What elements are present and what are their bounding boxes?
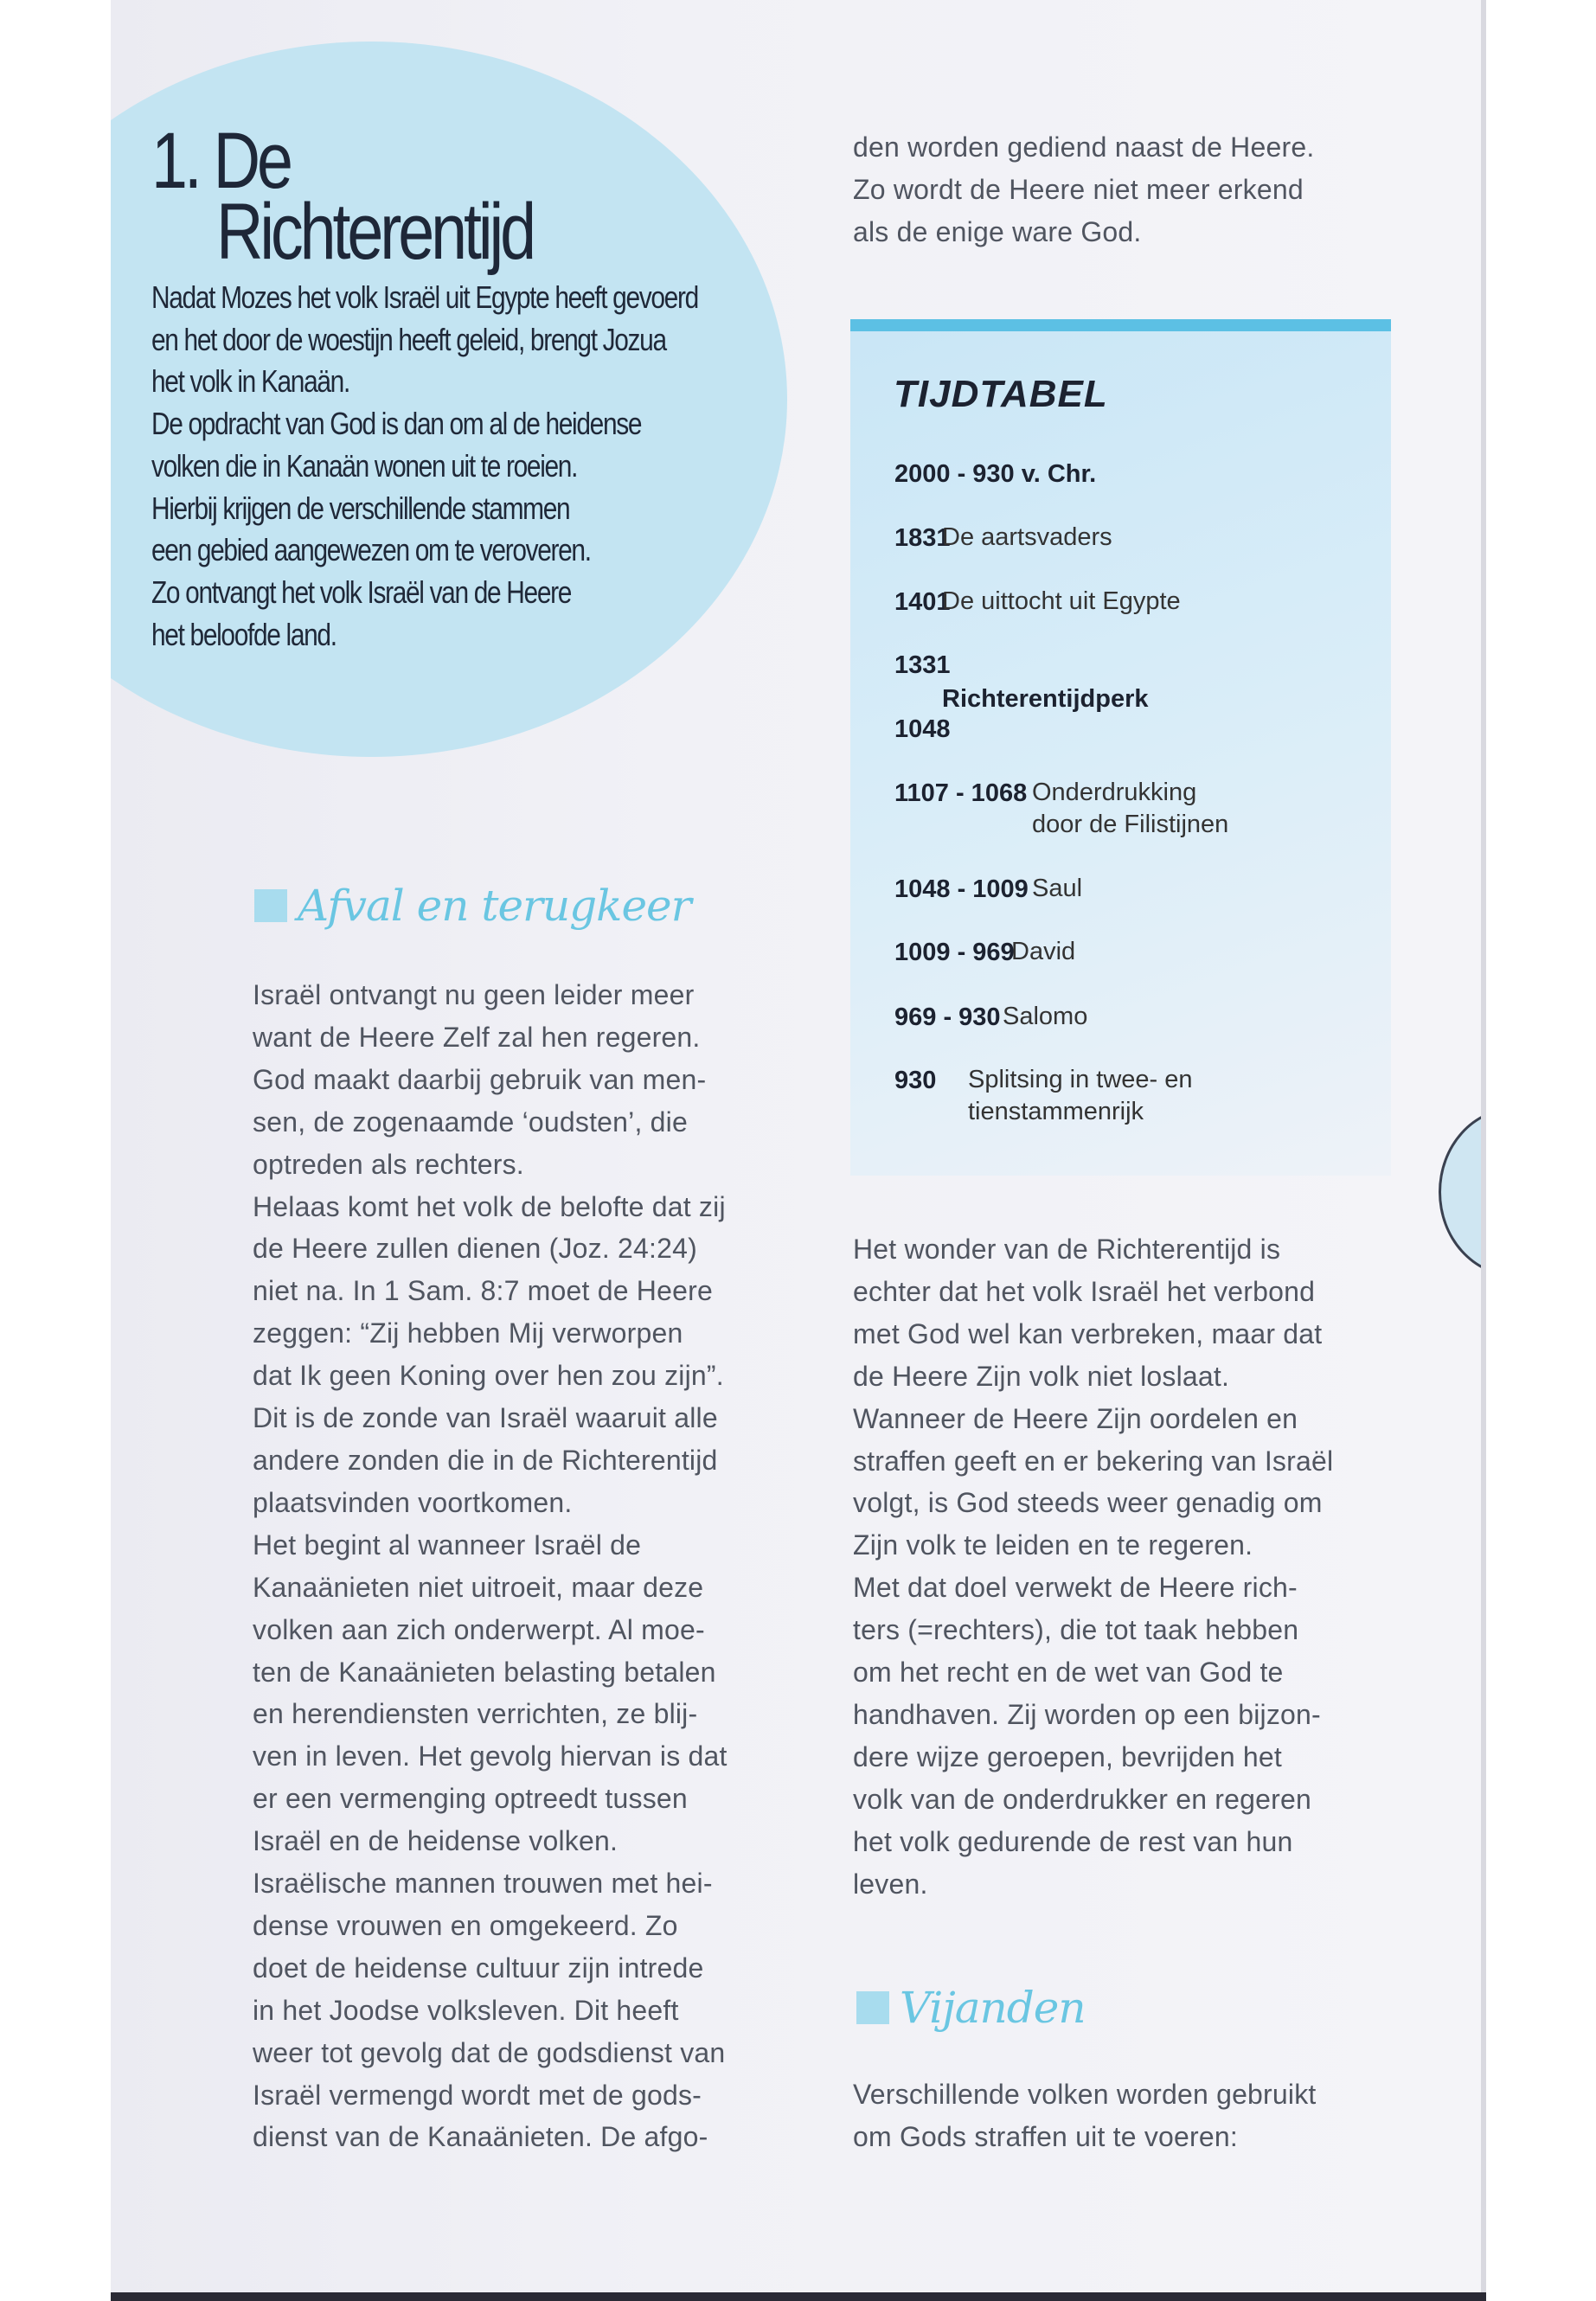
text-line: ven in leven. Het gevolg hiervan is dat bbox=[253, 1740, 727, 1772]
text-line: Wanneer de Heere Zijn oordelen en bbox=[853, 1402, 1298, 1434]
text-line: plaatsvinden voortkomen. bbox=[253, 1486, 573, 1518]
text-line: om Gods straffen uit te voeren: bbox=[853, 2120, 1238, 2152]
text-line: de Heere zullen dienen (Joz. 24:24) bbox=[253, 1233, 697, 1265]
event-line: Richterentijdperk bbox=[942, 685, 1149, 713]
text-line: er een vermenging optreedt tussen bbox=[253, 1783, 688, 1815]
text-line: en herendiensten verrichten, ze blij- bbox=[253, 1698, 698, 1730]
text-line: volk van de onderdrukker en regeren bbox=[853, 1783, 1311, 1815]
event-line: De aartsvaders bbox=[942, 523, 1112, 551]
text-line: handhaven. Zij worden op een bijzon- bbox=[853, 1698, 1321, 1730]
text-line: den worden gediend naast de Heere. bbox=[853, 131, 1315, 163]
text-line: optreden als rechters. bbox=[253, 1148, 524, 1180]
event-line: door de Filistijnen bbox=[1032, 811, 1229, 838]
timetable-years: 1009 - 969 bbox=[894, 939, 1015, 966]
text-line: dere wijze geroepen, bevrijden het bbox=[853, 1740, 1283, 1772]
text-line: in het Joodse volksleven. Dit heeft bbox=[253, 1994, 679, 2026]
event-line: David bbox=[1011, 938, 1076, 965]
book-page bbox=[111, 0, 1486, 2294]
text-line: Kanaänieten niet uitroeit, maar deze bbox=[253, 1571, 704, 1603]
timetable-event bbox=[942, 683, 1149, 715]
section-heading-vijanden bbox=[856, 1983, 1086, 2033]
text-line: weer tot gevolg dat de godsdienst van bbox=[253, 2036, 726, 2068]
timetable-event bbox=[968, 1064, 1193, 1128]
text-line: met God wel kan verbreken, maar dat bbox=[853, 1317, 1323, 1349]
text-line: want de Heere Zelf zal hen regeren. bbox=[253, 1021, 701, 1053]
text-line: Zo wordt de Heere niet meer erkend bbox=[853, 173, 1304, 205]
timetable-box bbox=[850, 319, 1391, 1176]
timetable-event bbox=[942, 522, 1112, 554]
text-line: God maakt daarbij gebruik van men- bbox=[253, 1063, 707, 1095]
text-line: om het recht en de wet van God te bbox=[853, 1657, 1284, 1689]
section-heading-afval bbox=[254, 881, 691, 931]
chapter-title: Richterentijd bbox=[216, 188, 534, 276]
right-top-text bbox=[853, 126, 1314, 253]
page-edge bbox=[1481, 0, 1486, 2294]
heading-square-icon bbox=[254, 889, 287, 922]
timetable-years: 1048 - 1009 bbox=[894, 875, 1029, 903]
text-line: dienst van de Kanaänieten. De afgo- bbox=[253, 2121, 708, 2153]
section-heading-text: Vijanden bbox=[900, 1983, 1086, 2033]
text-line: echter dat het volk Israël het verbond bbox=[853, 1275, 1316, 1307]
text-line: ters (=rechters), die tot taak hebben bbox=[853, 1614, 1299, 1646]
intro-text bbox=[151, 277, 698, 656]
timetable-period: 2000 - 930 v. Chr. bbox=[894, 460, 1097, 488]
text-line: Het begint al wanneer Israël de bbox=[253, 1529, 642, 1561]
right-middle-text bbox=[853, 1228, 1333, 1906]
timetable-event bbox=[942, 586, 1181, 618]
text-line: een gebied aangewezen om te veroveren. bbox=[151, 532, 591, 568]
section2-text bbox=[853, 2073, 1317, 2158]
text-line: andere zonden die in de Richterentijd bbox=[253, 1444, 718, 1476]
event-line: De uittocht uit Egypte bbox=[942, 587, 1181, 615]
event-line: Onderdrukking bbox=[1032, 779, 1197, 806]
timetable-years: 1831 bbox=[894, 524, 951, 552]
text-line: Israël vermengd wordt met de gods- bbox=[253, 2079, 702, 2111]
text-line: dat Ik geen Koning over hen zou zijn”. bbox=[253, 1360, 724, 1392]
text-line: de Heere Zijn volk niet loslaat. bbox=[853, 1360, 1230, 1392]
text-line: Zo ontvangt het volk Israël van de Heere bbox=[151, 574, 572, 610]
text-line: volgt, is God steeds weer genadig om bbox=[853, 1487, 1323, 1519]
text-line: Israëlische mannen trouwen met hei- bbox=[253, 1868, 713, 1900]
timetable-title: TIJDTABEL bbox=[894, 373, 1108, 415]
text-line: het volk in Kanaän. bbox=[151, 363, 349, 400]
text-line: het volk gedurende de rest van hun bbox=[853, 1825, 1293, 1857]
text-line: Nadat Mozes het volk Israël uit Egypte heeft gevoerd bbox=[151, 279, 698, 315]
timetable-event bbox=[1011, 936, 1075, 968]
section-heading-text: Afval en terugkeer bbox=[298, 881, 691, 931]
text-line: niet na. In 1 Sam. 8:7 moet de Heere bbox=[253, 1275, 713, 1307]
text-line: straffen geeft en er bekering van Israël bbox=[853, 1445, 1334, 1477]
text-line: Israël ontvangt nu geen leider meer bbox=[253, 979, 695, 1010]
text-line: Hierbij krijgen de verschillende stammen bbox=[151, 490, 570, 526]
text-line: Het wonder van de Richterentijd is bbox=[853, 1234, 1281, 1265]
chapter-number: 1. De bbox=[151, 117, 290, 205]
timetable-event bbox=[1032, 777, 1228, 841]
event-line: Splitsing in twee- en bbox=[968, 1066, 1193, 1093]
text-line: als de enige ware God. bbox=[853, 215, 1142, 247]
text-line: en het door de woestijn heeft geleid, brengt Jozua bbox=[151, 321, 666, 357]
text-line: Verschillende volken worden gebruikt bbox=[853, 2079, 1317, 2110]
timetable-years: 930 bbox=[894, 1067, 937, 1094]
timetable-years: 1107 - 1068 bbox=[894, 779, 1028, 807]
timetable-event bbox=[1003, 1001, 1087, 1033]
heading-square-icon bbox=[856, 1991, 889, 2024]
timetable-accent-bar bbox=[850, 319, 1391, 331]
timetable-event bbox=[1032, 873, 1082, 905]
event-line: tienstammenrijk bbox=[968, 1098, 1144, 1125]
text-line: De opdracht van God is dan om al de heidense bbox=[151, 406, 642, 442]
text-line: volken aan zich onderwerpt. Al moe- bbox=[253, 1613, 705, 1645]
section1-text bbox=[253, 974, 727, 2158]
text-line: Zijn volk te leiden en te regeren. bbox=[853, 1529, 1253, 1561]
text-line: het beloofde land. bbox=[151, 616, 337, 652]
text-line: leven. bbox=[853, 1868, 928, 1900]
event-line: Saul bbox=[1032, 875, 1083, 902]
text-line: Israël en de heidense volken. bbox=[253, 1825, 619, 1857]
bottom-edge bbox=[111, 2292, 1486, 2301]
timetable-years: 1048 bbox=[894, 715, 951, 743]
text-line: Helaas komt het volk de belofte dat zij bbox=[253, 1190, 726, 1222]
timetable-years: 1401 bbox=[894, 588, 951, 616]
page-tab-marker bbox=[1439, 1107, 1486, 1277]
timetable-years: 969 - 930 bbox=[894, 1003, 1001, 1031]
text-line: ten de Kanaänieten belasting betalen bbox=[253, 1656, 716, 1688]
text-line: dense vrouwen en omgekeerd. Zo bbox=[253, 1909, 678, 1941]
text-line: sen, de zogenaamde ‘oudsten’, die bbox=[253, 1106, 688, 1138]
timetable-years: 1331 bbox=[894, 651, 951, 679]
text-line: Met dat doel verwekt de Heere rich- bbox=[853, 1572, 1298, 1604]
text-line: doet de heidense cultuur zijn intrede bbox=[253, 1952, 704, 1984]
event-line: Salomo bbox=[1003, 1003, 1088, 1030]
text-line: volken die in Kanaän wonen uit te roeien. bbox=[151, 447, 578, 484]
text-line: Dit is de zonde van Israël waaruit alle bbox=[253, 1402, 718, 1434]
text-line: zeggen: “Zij hebben Mij verworpen bbox=[253, 1317, 683, 1349]
